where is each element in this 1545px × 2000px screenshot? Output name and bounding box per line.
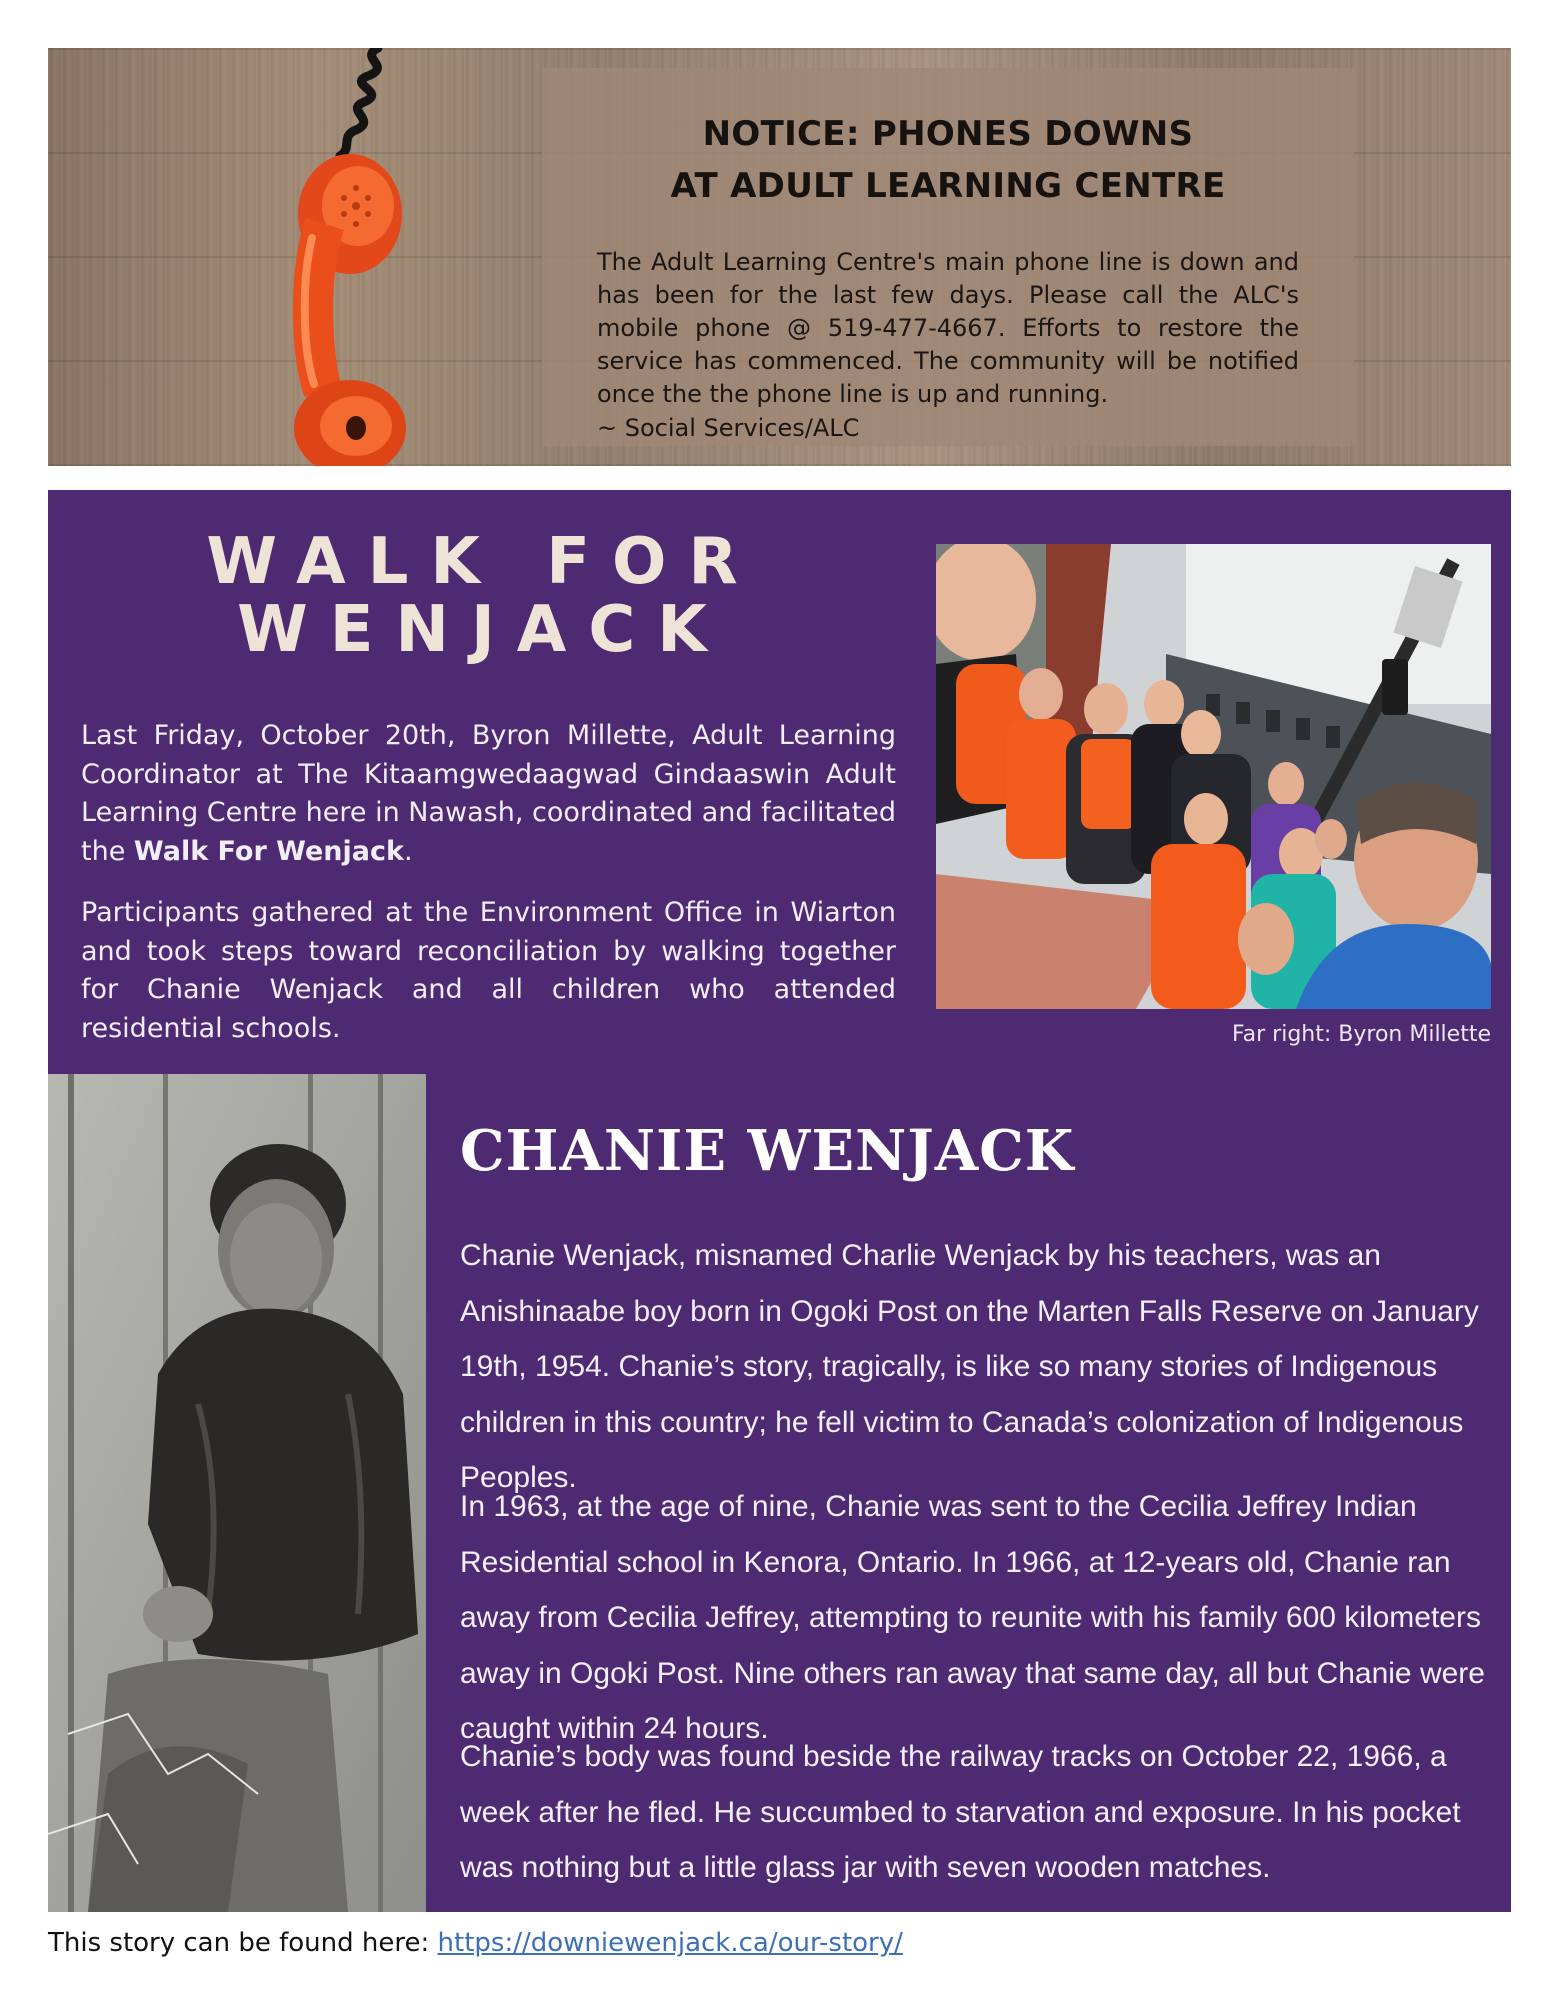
walk-paragraph-2: Participants gathered at the Environment Office in Wiarton and took steps toward reconciliation by walking together for Chanie Wenjack and all children who attended residential schools.	[81, 897, 896, 1044]
notice-body: The Adult Learning Centre's main phone line is down and has been for the last few days. Please call the ALC's mobile phone @ 519-477-4667. Efforts to restore the service has commenced. The community will be notified once the the phone line is up and running.	[597, 248, 1299, 408]
chanie-title: CHANIE WENJACK	[460, 1118, 1075, 1184]
chanie-portrait-image	[48, 1074, 426, 1912]
notice-title-line2: AT ADULT LEARNING CENTRE	[670, 166, 1226, 206]
chanie-paragraph-3: Chanie’s body was found beside the railway tracks on October 22, 1966, a week after he fled. He succumbed to starvation and exposure. In his pocket was nothing but a little glass jar with seven wooden matches.	[460, 1740, 1461, 1884]
walk-title-line2: WENJACK	[237, 593, 729, 667]
source-link[interactable]: https://downiewenjack.ca/our-story/	[437, 1928, 903, 1958]
chanie-wenjack-section	[48, 1074, 1511, 1912]
photo-caption: Far right: Byron Millette	[1232, 1022, 1491, 1047]
notice-title-line1: NOTICE: PHONES DOWNS	[702, 114, 1194, 154]
walk-for-wenjack-section	[48, 490, 1511, 1074]
source-footer	[48, 1928, 903, 1958]
phone-notice-banner	[48, 48, 1511, 466]
chanie-portrait-photo	[48, 1074, 426, 1912]
footer-text: This story can be found here:	[48, 1928, 438, 1958]
notice-title	[542, 108, 1354, 212]
walk-paragraph-1-bold: Walk For Wenjack	[133, 835, 404, 867]
walk-paragraph-1-text: Last Friday, October 20th, Byron Millette, Adult Learning Coordinator at The Kitaamgwedaagwad Gindaaswin Adult Learning Centre here in Nawash, coordinated and facilitated the	[81, 720, 896, 867]
walk-paragraph-1-end: .	[403, 835, 413, 867]
notice-signature: ~ Social Services/ALC	[597, 414, 860, 442]
walk-group-photo	[936, 544, 1491, 1009]
walk-title	[78, 525, 888, 667]
walk-paragraph-1	[81, 717, 896, 871]
notice-card	[542, 68, 1354, 446]
group-selfie-image	[936, 544, 1491, 1009]
walk-title-line1: WALK FOR	[206, 525, 760, 599]
chanie-paragraph-1: Chanie Wenjack, misnamed Charlie Wenjack by his teachers, was an Anishinaabe boy born in Ogoki Post on the Marten Falls Reserve on January 19th, 1954. Chanie’s story, tragically, is like so many stories of Indigenous children in this country; he fell victim to Canada’s colonization of Indigenous Peoples.	[460, 1239, 1479, 1494]
chanie-paragraph-2: In 1963, at the age of nine, Chanie was sent to the Cecilia Jeffrey Indian Residential school in Kenora, Ontario. In 1966, at 12-years old, Chanie ran away from Cecilia Jeffrey, attempting to reunite with his family 600 kilometers away in Ogoki Post. Nine others ran away that same day, all but Chanie were caught within 24 hours.	[460, 1490, 1485, 1745]
telephone-handset-icon	[228, 48, 428, 466]
